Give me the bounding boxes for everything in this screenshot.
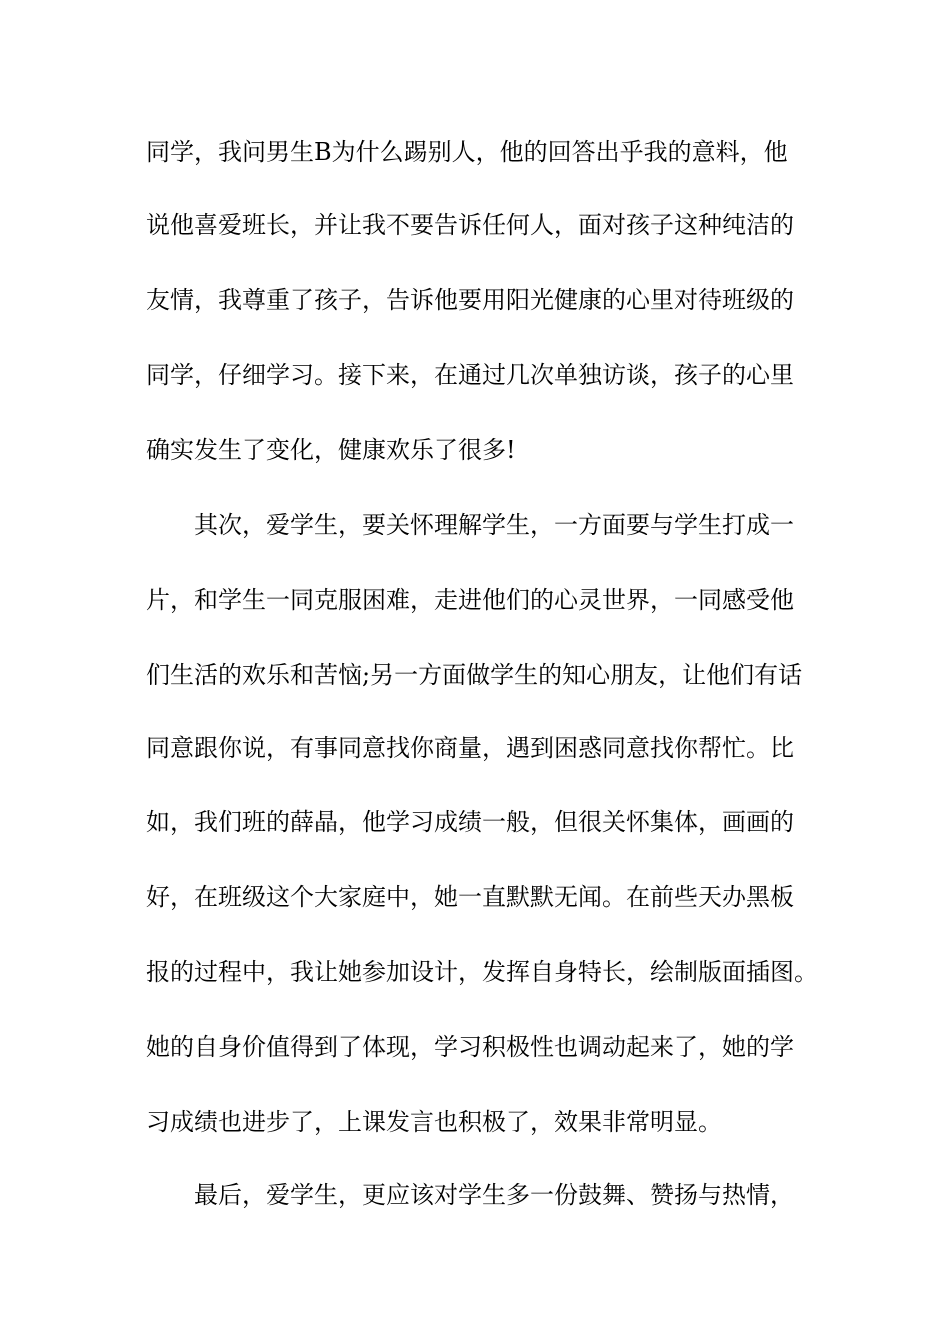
text-line: 友情，我尊重了孩子，告诉他要用阳光健康的心里对待班级的 <box>146 286 794 314</box>
text-line: 们生活的欢乐和苦恼;另一方面做学生的知心朋友，让他们有话 <box>146 661 803 689</box>
text-line: 同学，我问男生B为什么踢别人，他的回答出乎我的意料，他 <box>146 138 788 166</box>
text-line: 她的自身价值得到了体现，学习积极性也调动起来了，她的学 <box>146 1033 794 1061</box>
text-line: 如，我们班的薛晶，他学习成绩一般，但很关怀集体，画画的 <box>146 808 794 836</box>
paragraph-start-line: 最后，爱学生，更应该对学生多一份鼓舞、赞扬与热情， <box>194 1181 794 1209</box>
text-line: 片，和学生一同克服困难，走进他们的心灵世界，一同感受他 <box>146 586 794 614</box>
text-line: 说他喜爱班长，并让我不要告诉任何人，面对孩子这种纯洁的 <box>146 211 794 239</box>
paragraph-start-line: 其次，爱学生，要关怀理解学生，一方面要与学生打成一 <box>194 511 794 539</box>
text-line: 好，在班级这个大家庭中，她一直默默无闻。在前些天办黑板 <box>146 883 794 911</box>
text-line: 习成绩也进步了，上课发言也积极了，效果非常明显。 <box>146 1108 722 1136</box>
text-line: 报的过程中，我让她参加设计，发挥自身特长，绘制版面插图。 <box>146 958 818 986</box>
text-line: 同意跟你说，有事同意找你商量，遇到困惑同意找你帮忙。比 <box>146 734 794 762</box>
text-line: 确实发生了变化，健康欢乐了很多! <box>146 436 516 464</box>
text-line: 同学，仔细学习。接下来，在通过几次单独访谈，孩子的心里 <box>146 361 794 389</box>
